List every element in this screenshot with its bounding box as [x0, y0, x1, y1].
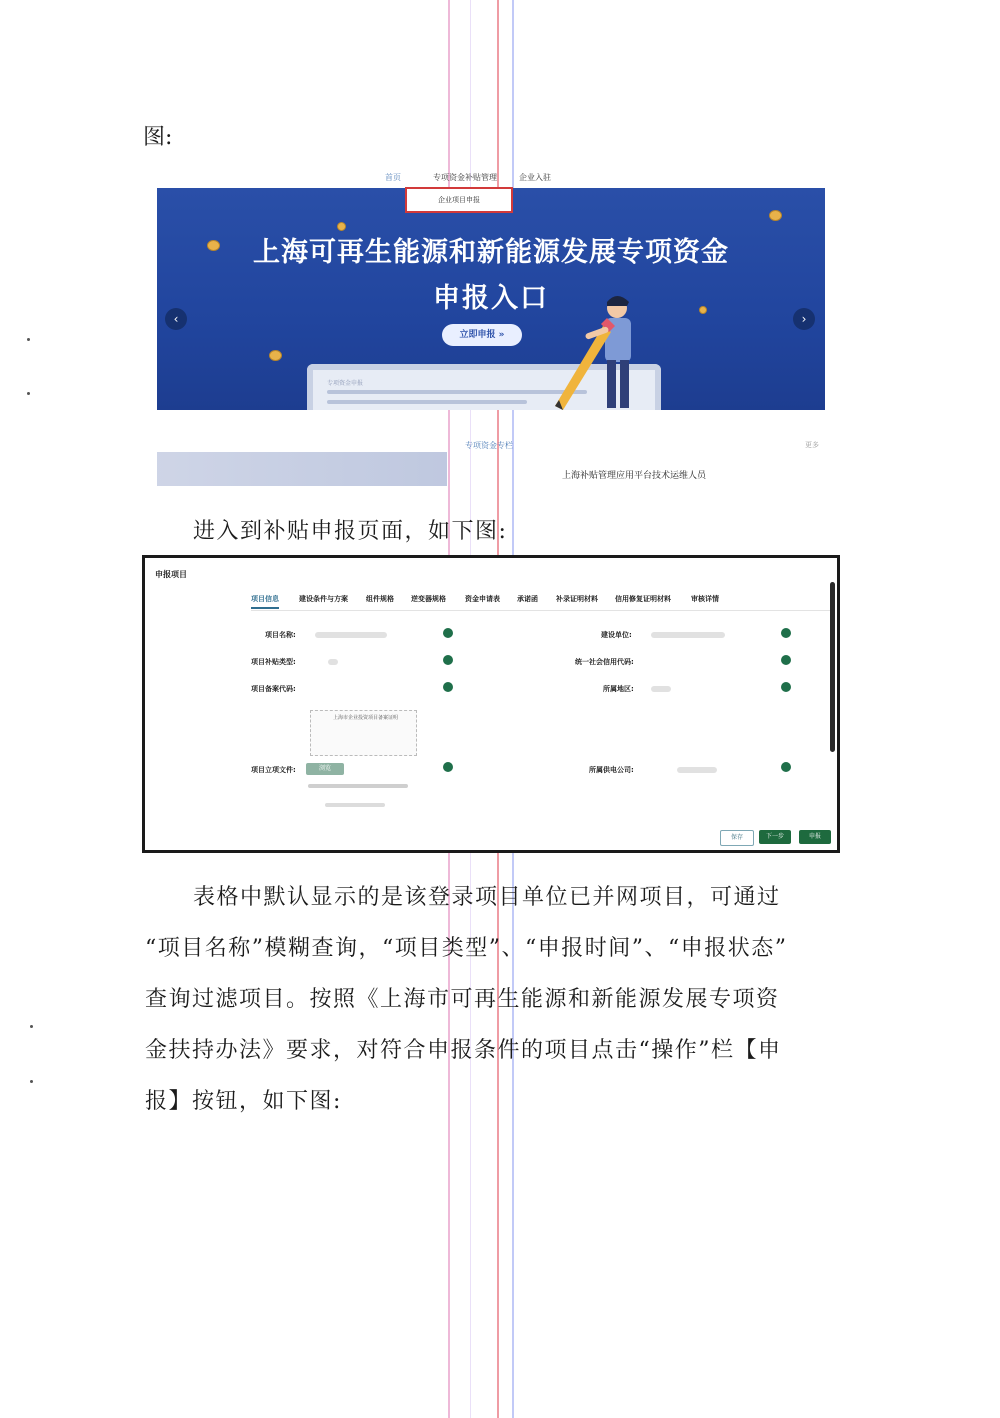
dropdown-item-apply[interactable]: 企业项目申报: [438, 196, 480, 204]
value-project-name[interactable]: [315, 632, 387, 638]
browse-button[interactable]: 浏览: [306, 763, 344, 775]
submit-button[interactable]: 申报: [799, 830, 831, 844]
check-icon: [781, 762, 791, 772]
value-power-company[interactable]: [677, 767, 717, 773]
label-approval-file: 项目立项文件:: [251, 766, 296, 774]
tab-module-spec[interactable]: 组件规格: [366, 595, 394, 603]
paragraph-line-4: 金扶持办法》要求，对符合申报条件的项目点击“操作”栏【申: [145, 1038, 782, 1063]
label-construction-unit: 建设单位:: [601, 631, 632, 639]
laptop-caption: 专项资金申报: [327, 380, 364, 387]
paragraph-line-1: 表格中默认显示的是该登录项目单位已并网项目，可通过: [193, 885, 781, 910]
banner-subtitle: 申报入口: [433, 283, 549, 314]
label-project-name: 项目名称:: [265, 631, 296, 639]
tab-construction[interactable]: 建设条件与方案: [299, 595, 348, 603]
tab-bar: [251, 594, 811, 610]
application-form-screenshot: [142, 555, 840, 853]
speck: [30, 1080, 33, 1083]
upload-note: [325, 803, 385, 807]
nav-subsidy-mgmt[interactable]: 专项资金补贴管理: [433, 173, 497, 182]
scrollbar[interactable]: [830, 582, 835, 752]
tab-inverter-spec[interactable]: 逆变器规格: [411, 595, 446, 603]
carousel-prev-icon[interactable]: ‹: [165, 308, 187, 330]
banner-title: 上海可再生能源和新能源发展专项资金: [253, 237, 729, 268]
coin-icon: [269, 350, 282, 361]
tab-underline: [251, 610, 831, 611]
paragraph-line-5: 报】按钮，如下图:: [145, 1089, 342, 1114]
tab-review-details[interactable]: 审核详情: [691, 595, 719, 603]
label-power-company: 所属供电公司:: [589, 766, 634, 774]
apply-now-button[interactable]: 立即申报 »: [442, 324, 522, 346]
tab-credit-repair[interactable]: 信用修复证明材料: [615, 595, 671, 603]
fund-column-link[interactable]: 专项资金专栏: [465, 441, 513, 450]
paragraph-line-2: “项目名称”模糊查询，“项目类型”、“申报时间”、“申报状态”: [145, 936, 788, 961]
value-region[interactable]: [651, 686, 671, 692]
intro-line: 进入到补贴申报页面，如下图:: [193, 519, 508, 544]
nav-home[interactable]: 首页: [385, 173, 401, 182]
more-link[interactable]: 更多: [805, 441, 819, 449]
nav-enterprise[interactable]: 企业入驻: [519, 173, 551, 182]
check-icon: [781, 628, 791, 638]
coin-icon: [769, 210, 782, 221]
speck: [27, 338, 30, 341]
person-with-pencil-illustration: [545, 288, 665, 410]
check-icon: [781, 682, 791, 692]
check-icon: [443, 655, 453, 665]
tab-supplementary[interactable]: 补录证明材料: [556, 595, 598, 603]
speck: [30, 1025, 33, 1028]
label-subsidy-type: 项目补贴类型:: [251, 658, 296, 666]
label-region: 所属地区:: [603, 685, 634, 693]
portal-screenshot: [157, 168, 825, 488]
top-nav: [157, 168, 825, 188]
laptop-bar: [327, 400, 527, 404]
value-construction-unit[interactable]: [651, 632, 725, 638]
hero-banner: [157, 188, 825, 410]
save-button[interactable]: 保存: [720, 830, 754, 846]
speck: [27, 392, 30, 395]
tab-commitment[interactable]: 承诺函: [517, 595, 538, 603]
next-step-button[interactable]: 下一步: [759, 830, 791, 844]
record-certificate-thumbnail[interactable]: [310, 710, 417, 756]
thumbnail-title: 上海市企业投资项目备案证明: [333, 715, 399, 721]
carousel-next-icon[interactable]: ›: [793, 308, 815, 330]
blurred-block: [157, 452, 447, 486]
tab-fund-application[interactable]: 资金申请表: [465, 595, 500, 603]
label-credit-code: 统一社会信用代码:: [575, 658, 634, 666]
tab-project-info[interactable]: 项目信息: [251, 594, 279, 609]
label-record-code: 项目备案代码:: [251, 685, 296, 693]
upload-note: [308, 784, 408, 788]
check-icon: [781, 655, 791, 665]
check-icon: [443, 762, 453, 772]
dropdown-highlight: [405, 187, 513, 213]
check-icon: [443, 628, 453, 638]
figure-label: 图:: [143, 125, 173, 150]
paragraph-line-3: 查询过滤项目。按照《上海市可再生能源和新能源发展专项资: [145, 987, 780, 1012]
check-icon: [443, 682, 453, 692]
form-title: 申报项目: [155, 570, 187, 579]
value-subsidy-type[interactable]: [328, 659, 338, 665]
maintenance-text: 上海补贴管理应用平台技术运维人员: [562, 471, 707, 481]
